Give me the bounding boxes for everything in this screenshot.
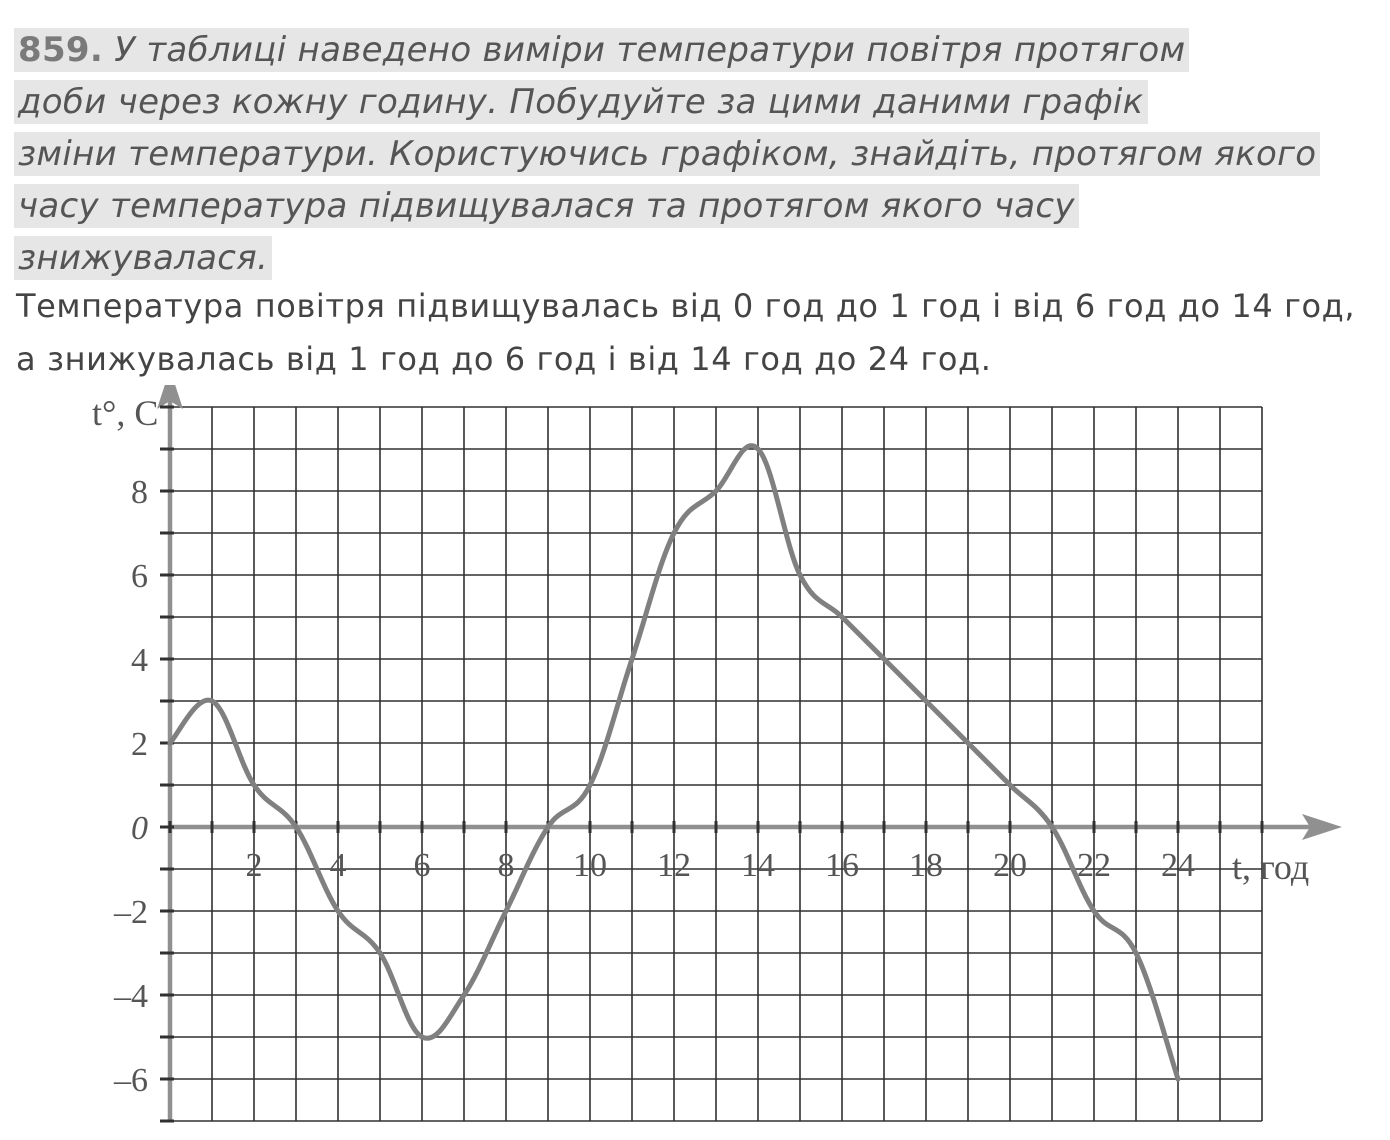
data-point [882,657,887,662]
data-point [1134,951,1139,956]
x-tick-label: 16 [825,847,859,884]
problem-line-5: знижувалася. [14,236,272,280]
origin-label: 0 [131,810,148,847]
data-point [714,489,719,494]
x-tick-label: 12 [657,847,691,884]
y-tick-label: 6 [131,558,148,595]
chart-labels [92,393,1309,1099]
x-tick-label: 6 [413,847,431,884]
data-point [1176,1077,1181,1082]
y-tick-label: 4 [131,642,148,679]
data-point [210,699,215,704]
data-point [1008,783,1013,788]
problem-line-2: доби через кожну годину. Побудуйте за цими даними графік [14,80,1148,124]
x-tick-label: 22 [1077,847,1111,884]
problem-number: 859. [18,30,104,70]
chart-grid [170,407,1262,1121]
data-point [546,825,551,830]
y-axis-title: t°, C [92,393,159,433]
data-point [630,657,635,662]
data-point [588,783,593,788]
temperature-chart [0,385,1390,1140]
y-tick-label: –4 [114,978,148,1015]
problem-line-3: зміни температури. Користуючись графіком, знайдіть, протягом якого [14,132,1320,176]
data-point [798,573,803,578]
problem-line-4: часу температура підвищувалася та протягом якого часу [14,184,1079,228]
y-tick-label: 8 [131,474,148,511]
data-point [924,699,929,704]
x-tick-label: 4 [329,847,347,884]
data-point [1092,909,1097,914]
data-point [168,741,173,746]
problem-statement [14,24,1389,284]
data-point [462,993,467,998]
data-point [1050,825,1055,830]
data-point [504,909,509,914]
x-axis-title: t, год [1232,847,1310,887]
data-point [840,615,845,620]
x-tick-label: 14 [741,847,775,884]
data-point [756,447,761,452]
chart-axes [157,385,1342,1121]
data-point [378,951,383,956]
answer-text: Температура повітря підвищувалась від 0 год до 1 год і від 6 год до 14 год, а знижувалась від 1 год до 6 год і від 14 год до 24 год. [16,287,1356,378]
x-tick-label: 18 [909,847,943,884]
data-point [294,825,299,830]
data-point [420,1035,425,1040]
data-point [966,741,971,746]
x-tick-label: 2 [245,847,263,884]
x-tick-label: 8 [497,847,515,884]
x-tick-label: 20 [993,847,1027,884]
x-tick-label: 24 [1161,847,1195,884]
y-tick-label: –6 [114,1062,148,1099]
data-point [336,909,341,914]
problem-line-1: У таблиці наведено виміри температури повітря протягом [114,30,1186,70]
x-tick-label: 10 [573,847,607,884]
data-point [252,783,257,788]
y-tick-label: 2 [131,726,148,763]
data-point [672,531,677,536]
y-tick-label: –2 [114,894,148,931]
